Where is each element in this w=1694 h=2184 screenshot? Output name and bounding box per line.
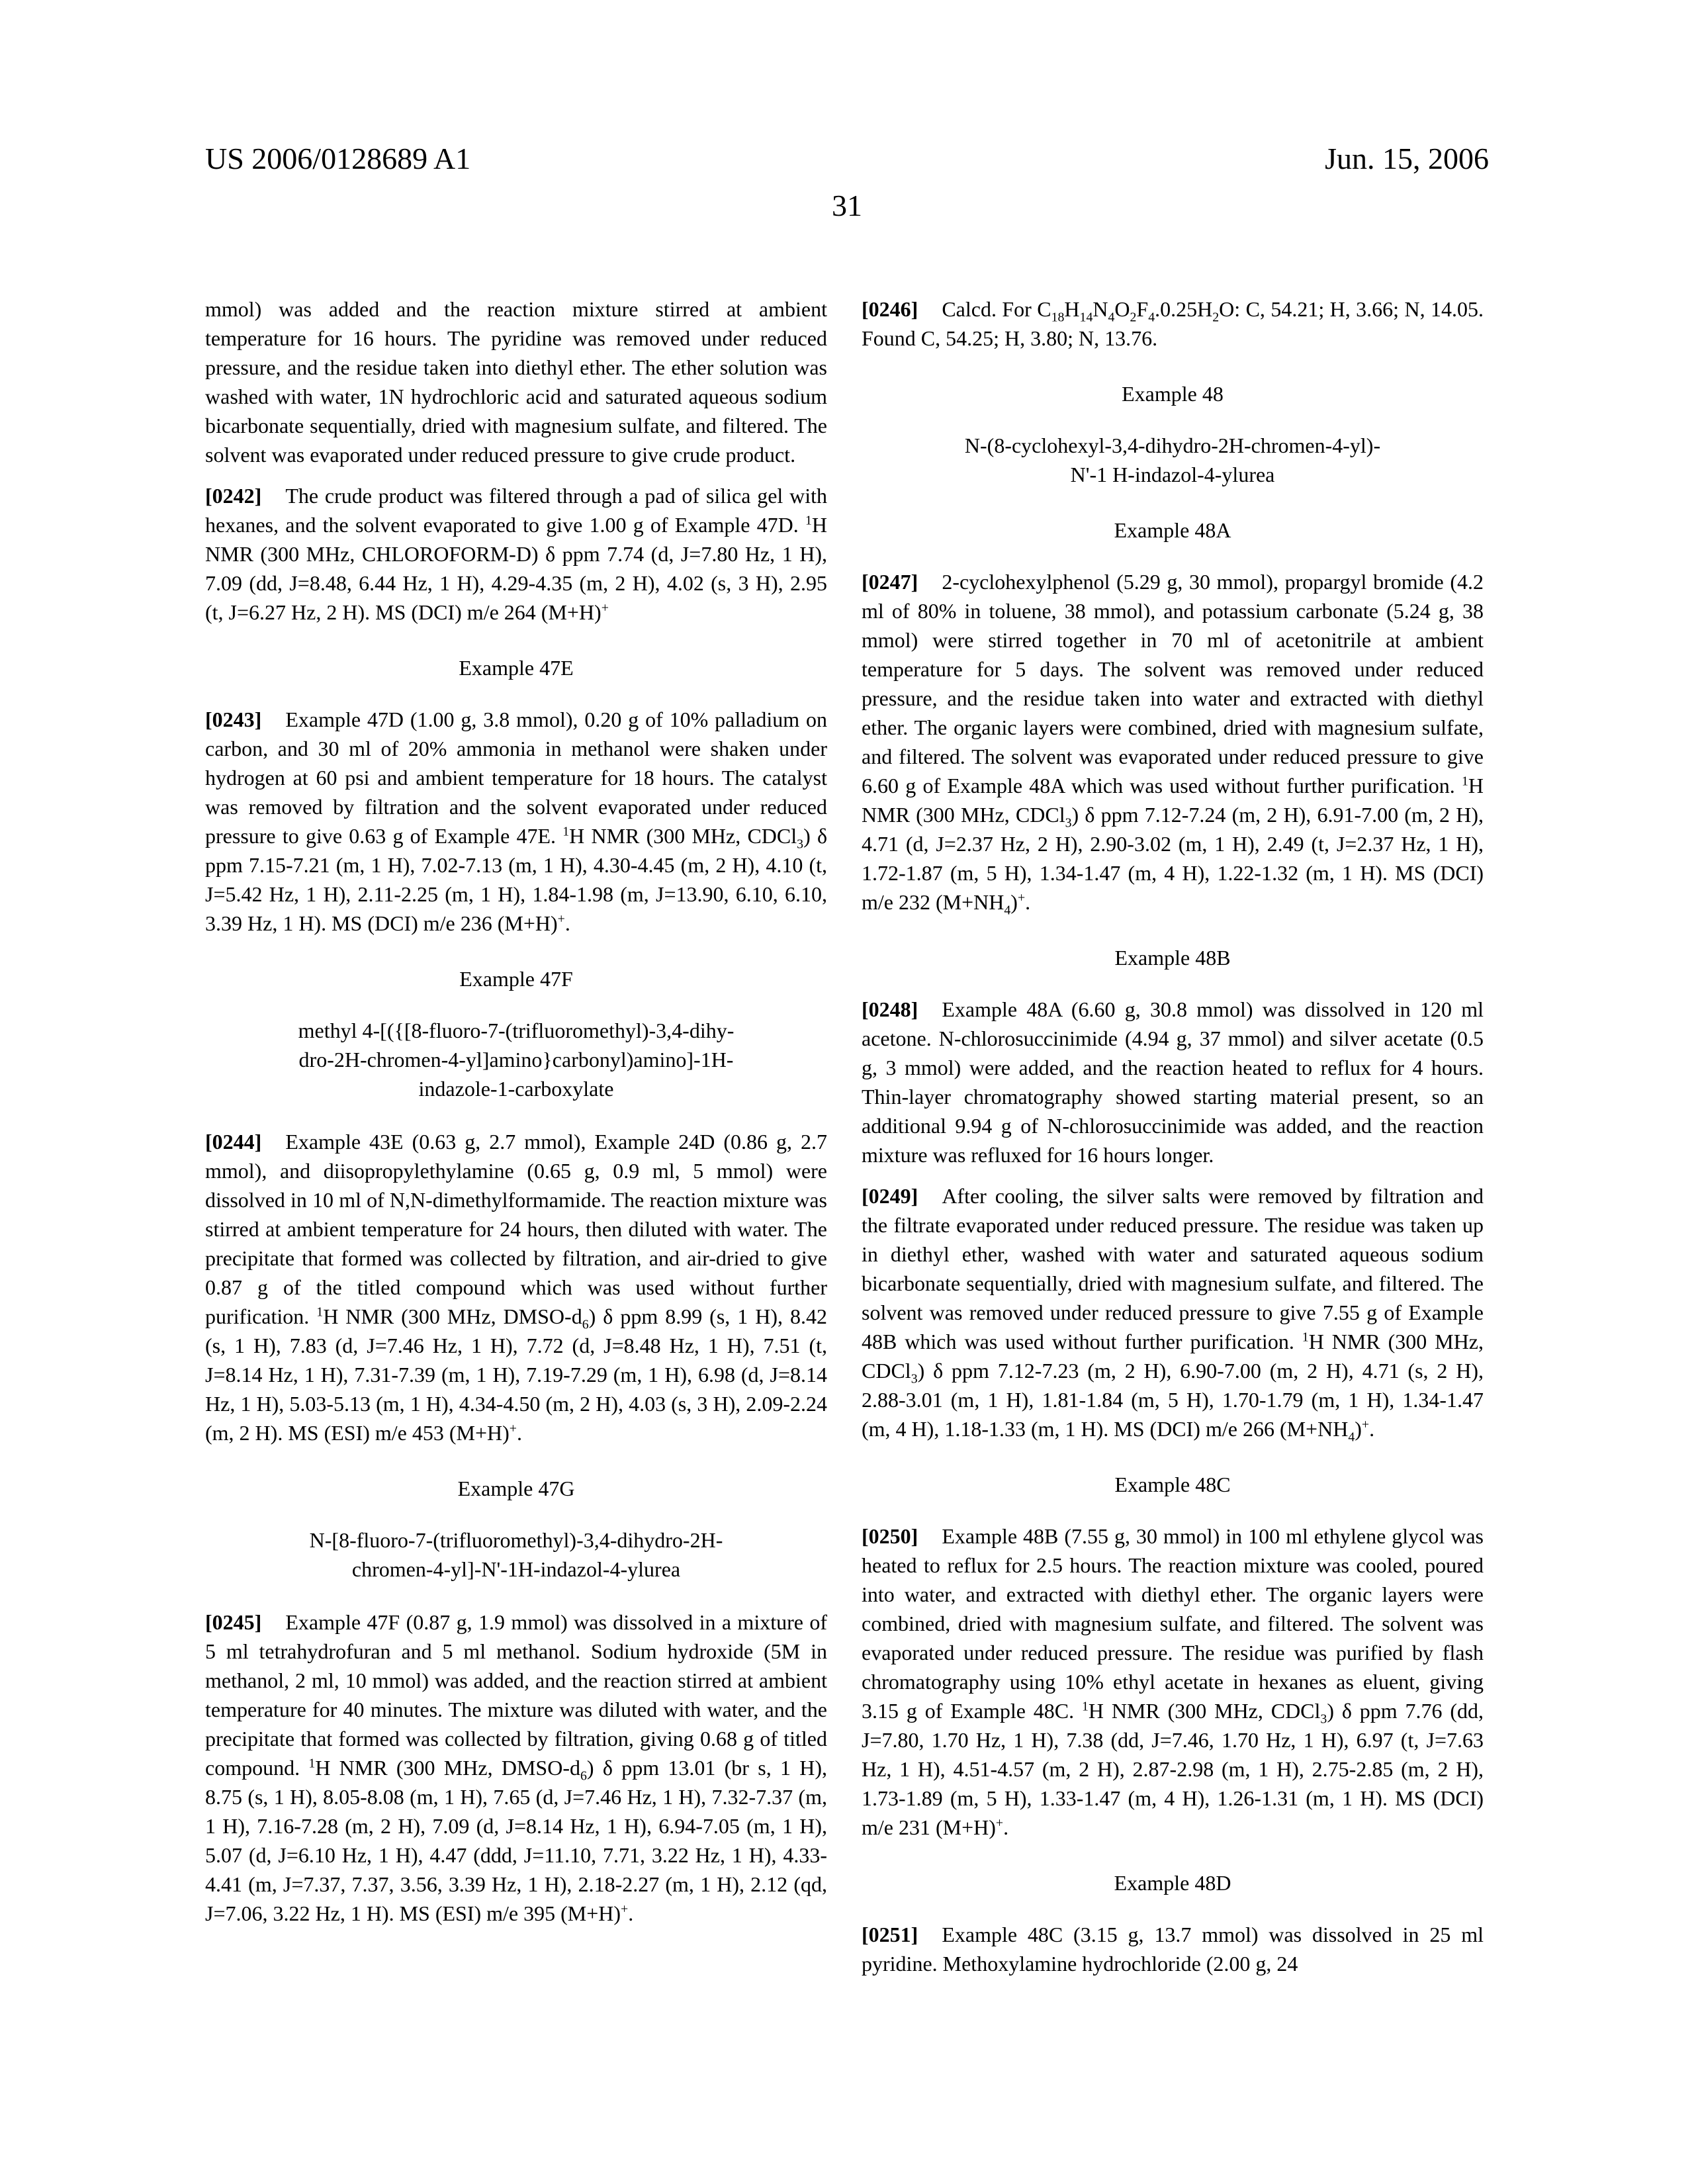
paragraph-text: Example 48B (7.55 g, 30 mmol) in 100 ml ethylene glycol was heated to reflux for 2.5 hours. The reaction mixture was cooled, poured into water, and extracted with diethyl ether. The organic layers were combined, dried with magnesium sulfate, and filtered. The solvent was evaporated under reduced pressure. The residue was purified by flash chromatography using 10% ethyl acetate in hexanes as eluent, giving 3.15 g of Example 48C. $^1$H NMR (300 MHz, CDCl$_3$) δ ppm 7.76 (dd, J=7.80, 1.70 Hz, 1 H), 7.38 (dd, J=7.46, 1.70 Hz, 1 H), 6.97 (t, J=7.63 Hz, 1 H), 4.51-4.57 (m, 2 H), 2.87-2.98 (m, 1 H), 2.75-2.85 (m, 2 H), 1.73-1.89 (m, 5 H), 1.33-1.47 (m, 4 H), 1.26-1.31 (m, 1 H). MS (DCI) m/e 231 (M+H)+. [862,1524,1484,1839]
paragraph-number: [0250] [862,1524,918,1548]
heading-example-48: Example 48 [1122,382,1224,406]
paragraph-number: [0249] [862,1184,918,1208]
paragraph-0251 [862,1920,1484,1978]
page-header [205,142,1489,176]
paragraph-number: [0247] [862,570,918,594]
paragraph-text: The crude product was filtered through a pad of silica gel with hexanes, and the solvent evaporated to give 1.00 g of Example 47D. $^1$H NMR (300 MHz, CHLOROFORM-D) δ ppm 7.74 (d, J=7.80 Hz, 1 H), 7.09 (dd, J=8.48, 6.44 Hz, 1 H), 4.29-4.35 (m, 2 H), 4.02 (s, 3 H), 2.95 (t, J=6.27 Hz, 2 H). MS (DCI) m/e 264 (M+H)+ [205,484,827,624]
heading-example-47e: Example 47E [459,656,574,680]
paragraph-0246 [862,295,1484,353]
paragraph-number: [0251] [862,1923,918,1946]
compound-name-47f [205,1016,827,1103]
paragraph-0242 [205,481,827,627]
heading-example-48d: Example 48D [1114,1871,1231,1895]
compound-name-line: methyl 4-[({[8-fluoro-7-(trifluoromethyl)-3,4-dihy- [298,1019,735,1042]
paragraph-text: Example 47F (0.87 g, 1.9 mmol) was dissolved in a mixture of 5 ml tetrahydrofuran and 5 ml methanol. Sodium hydroxide (5M in methanol, 2 ml, 10 mmol) was added, and the reaction stirred at ambient temperature for 40 minutes. The mixture was diluted with water, and the precipitate that formed was collected by filtration, giving 0.68 g of titled compound. $^1$H NMR (300 MHz, DMSO-$d_6$) δ ppm 13.01 (br s, 1 H), 8.75 (s, 1 H), 8.05-8.08 (m, 1 H), 7.65 (d, J=7.46 Hz, 1 H), 7.32-7.37 (m, 1 H), 7.16-7.28 (m, 2 H), 7.09 (d, J=8.14 Hz, 1 H), 6.94-7.05 (m, 1 H), 5.07 (d, J=6.10 Hz, 1 H), 4.47 (ddd, J=11.10, 7.71, 3.22 Hz, 1 H), 4.33-4.41 (m, J=7.37, 7.37, 3.56, 3.39 Hz, 1 H), 2.18-2.27 (m, 1 H), 2.12 (qd, J=7.06, 3.22 Hz, 1 H). MS (ESI) m/e 395 (M+H)+. [205,1610,828,1925]
heading-example-48c: Example 48C [1114,1473,1231,1496]
compound-name-line: N'-1 H-indazol-4-ylurea [1070,463,1275,486]
right-column [862,295,1484,1990]
paragraph-number: [0242] [205,484,262,508]
compound-name-line: dro-2H-chromen-4-yl]amino}carbonyl)amino]-1H- [298,1048,734,1071]
compound-name-line: chromen-4-yl]-N'-1H-indazol-4-ylurea [351,1557,681,1581]
paragraph-text: 2-cyclohexylphenol (5.29 g, 30 mmol), propargyl bromide (4.2 ml of 80% in toluene, 38 mmol), and potassium carbonate (5.24 g, 38 mmol) were stirred together in 70 ml of acetonitrile at ambient temperature for 5 days. The solvent was removed under reduced pressure, and the residue taken into water and extracted with diethyl ether. The organic layers were combined, dried with magnesium sulfate, and filtered. The solvent was evaporated under reduced pressure to give 6.60 g of Example 48A which was used without further purification. $^1$H NMR (300 MHz, CDCl$_3$) δ ppm 7.12-7.24 (m, 2 H), 6.91-7.00 (m, 2 H), 4.71 (d, J=2.37 Hz, 2 H), 2.90-3.02 (m, 1 H), 2.49 (t, J=2.37 Hz, 1 H), 1.72-1.87 (m, 5 H), 1.34-1.47 (m, 4 H), 1.22-1.32 (m, 1 H). MS (DCI) m/e 232 $(M+NH_4)^+$. [862,570,1484,918]
paragraph-0250 [862,1522,1484,1842]
publication-date: Jun. 15, 2006 [1325,142,1489,175]
paragraph-number: [0244] [205,1130,262,1154]
two-column-body [205,295,1484,1990]
paragraph-0244 [205,1127,827,1447]
heading-example-47g: Example 47G [457,1477,575,1500]
paragraph-text: Calcd. For $C_{18}H_{14}N_4O_2F_4.0.25H_2O$: C, 54.21; H, 3.66; N, 14.05. Found C, 54.25; H, 3.80; N, 13.76. [862,297,1484,350]
paragraph-0247 [862,567,1484,917]
heading-example-48a: Example 48A [1114,518,1231,542]
heading-example-48b: Example 48B [1114,946,1231,970]
paragraph-0248 [862,995,1484,1169]
paragraph-number: [0248] [862,997,918,1021]
page-number: 31 [832,189,862,222]
paragraph-text: mmol) was added and the reaction mixture stirred at ambient temperature for 16 hours. The pyridine was removed under reduced pressure, and the residue taken into diethyl ether. The ether solution was washed with water, 1N hydrochloric acid and saturated aqueous sodium bicarbonate sequentially, dried with magnesium sulfate, and filtered. The solvent was evaporated under reduced pressure to give crude product. [205,297,827,467]
publication-number: US 2006/0128689 A1 [205,142,471,175]
compound-name-47g [205,1525,827,1584]
compound-name-line: indazole-1-carboxylate [418,1077,614,1101]
paragraph-0243 [205,705,827,938]
compound-name-line: N-(8-cyclohexyl-3,4-dihydro-2H-chromen-4-yl)- [964,433,1381,457]
paragraph-text: Example 47D (1.00 g, 3.8 mmol), 0.20 g of 10% palladium on carbon, and 30 ml of 20% ammonia in methanol were shaken under hydrogen at 60 psi and ambient temperature for 18 hours. The catalyst was removed by filtration and the solvent evaporated under reduced pressure to give 0.63 g of Example 47E. $^1$H NMR (300 MHz, CDCl$_3$) δ ppm 7.15-7.21 (m, 1 H), 7.02-7.13 (m, 1 H), 4.30-4.45 (m, 2 H), 4.10 (t, J=5.42 Hz, 1 H), 2.11-2.25 (m, 1 H), 1.84-1.98 (m, J=13.90, 6.10, 6.10, 3.39 Hz, 1 H). MS (DCI) m/e 236 (M+H)+. [205,707,828,935]
paragraph-number: [0245] [205,1610,262,1634]
paragraph-text: Example 48A (6.60 g, 30.8 mmol) was dissolved in 120 ml acetone. N-chlorosuccinimide (4.94 g, 37 mmol) and silver acetate (0.5 g, 3 mmol) were added, and the reaction heated to reflux for 4 hours. Thin-layer chromatography showed starting material present, so an additional 9.94 g of N-chlorosuccinimide was added, and the reaction mixture was refluxed for 16 hours longer. [862,997,1484,1167]
paragraph-text: After cooling, the silver salts were removed by filtration and the filtrate evaporated under reduced pressure. The residue was taken up in diethyl ether, washed with water and saturated aqueous sodium bicarbonate sequentially, dried with magnesium sulfate, and filtered. The solvent was removed under reduced pressure to give 7.55 g of Example 48B which was used without further purification. $^1$H NMR (300 MHz, CDCl$_3$) δ ppm 7.12-7.23 (m, 2 H), 6.90-7.00 (m, 2 H), 4.71 (s, 2 H), 2.88-3.01 (m, 1 H), 1.81-1.84 (m, 5 H), 1.70-1.79 (m, 1 H), 1.34-1.47 (m, 4 H), 1.18-1.33 (m, 1 H). MS (DCI) m/e 266 $(M+NH_4)^+$. [862,1184,1484,1445]
paragraph-text: Example 43E (0.63 g, 2.7 mmol), Example 24D (0.86 g, 2.7 mmol), and diisopropylethylamine (0.65 g, 0.9 ml, 5 mmol) were dissolved in 10 ml of N,N-dimethylformamide. The reaction mixture was stirred at ambient temperature for 24 hours, then diluted with water. The precipitate that formed was collected by filtration, and air-dried to give 0.87 g of the titled compound which was used without further purification. $^1$H NMR (300 MHz, DMSO-$d_6$) δ ppm 8.99 (s, 1 H), 8.42 (s, 1 H), 7.83 (d, J=7.46 Hz, 1 H), 7.72 (d, J=8.48 Hz, 1 H), 7.51 (t, J=8.14 Hz, 1 H), 7.31-7.39 (m, 1 H), 7.19-7.29 (m, 1 H), 6.98 (d, J=8.14 Hz, 1 H), 5.03-5.13 (m, 1 H), 4.34-4.50 (m, 2 H), 4.03 (s, 3 H), 2.09-2.24 (m, 2 H). MS (ESI) m/e 453 (M+H)+. [205,1130,827,1445]
paragraph-0245 [205,1608,827,1928]
left-column [205,295,827,1990]
compound-name-48 [862,431,1484,489]
paragraph-number: [0246] [862,297,918,321]
paragraph-number: [0243] [205,707,262,731]
compound-name-line: N-[8-fluoro-7-(trifluoromethyl)-3,4-dihydro-2H- [309,1528,723,1552]
heading-example-47f: Example 47F [459,967,573,991]
paragraph-0249 [862,1181,1484,1443]
paragraph-text: Example 48C (3.15 g, 13.7 mmol) was dissolved in 25 ml pyridine. Methoxylamine hydrochloride (2.00 g, 24 [862,1923,1484,1976]
paragraph-continuation [205,295,827,469]
